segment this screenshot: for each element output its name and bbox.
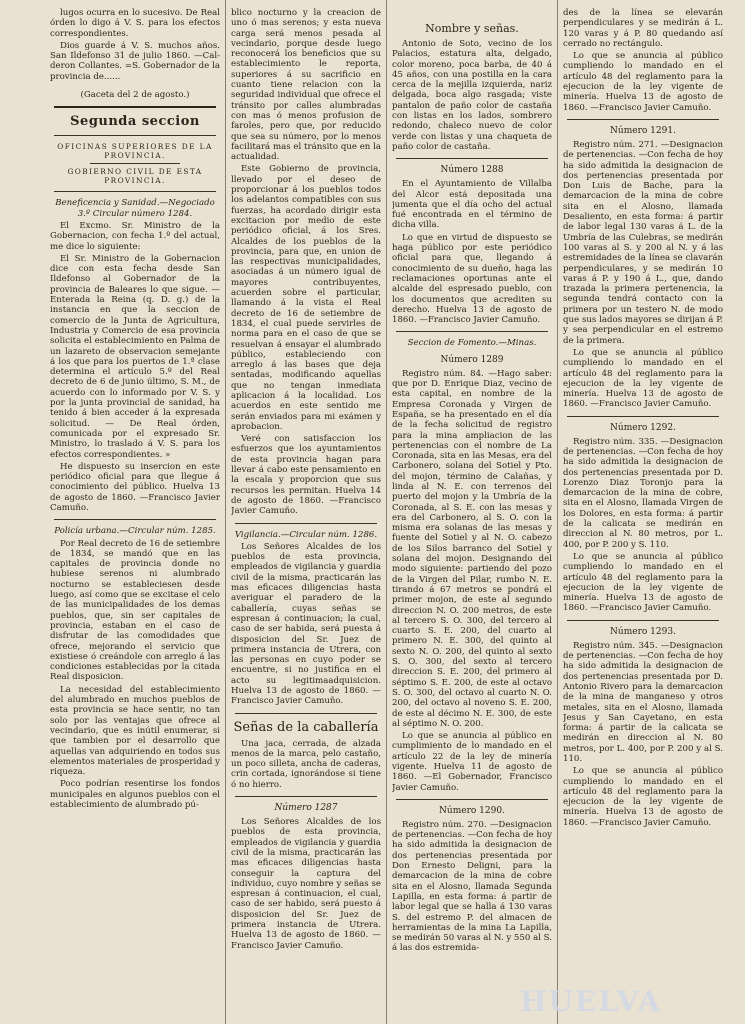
numero-1290-heading: Número 1290. (439, 805, 505, 816)
intro-para-1: lugos ocurra en lo sucesivo. De Real órden lo digo á V. S. para los efectos correspondientes. (50, 8, 220, 39)
numero-1293-para: Lo que se anuncia al público cumpliendo lo mandado en el artículo 48 del reglamento para la ejecucion de la ley vigente de minería. Huelva 13 de agosto de 1860. —Francisco Javier Camuño. (563, 766, 723, 828)
circular-1286-para: Los Señores Alcaldes de los pueblos de esta provincia, empleados de vigilancia y guardia civil de la misma, practicarán las mas eficaces diligencias hasta averiguar el paradero de la caballería, cuyas señas se espresan á continuacion; la cual, caso de ser habida, será puesta á disposicion del Sr. Juez de primera instancia de Utrera, con las personas en cuyo poder se encuentre, si no justifica en el acto su legitimaadquisicion. Huelva 13 de agosto de 1860. —Francisco Javier Camuño. (231, 541, 381, 707)
nombre-senas-title: Nombre y señas. (425, 22, 519, 35)
numero-1290-continued: Lo que se anuncia al público cumpliendo lo mandado en el artículo 48 del reglamento para la ejecucion de la ley vigente de minería. Huelva 13 de agosto de 1860. —Francisco Javier Camuño. (563, 51, 723, 113)
circular-1285-heading: Policía urbana.—Circular núm. 1285. (54, 526, 216, 537)
senas-caballeria-title: Señas de la caballería (233, 719, 379, 735)
divider (567, 620, 719, 621)
circular-1284-para: El Excmo. Sr. Ministro de la Gobernacion, con fecha 1.º del actual, me dice lo siguiente: (50, 220, 220, 252)
numero-1287-heading: Número 1287 (274, 803, 338, 814)
divider (396, 331, 548, 332)
divider (54, 191, 216, 192)
circular-1284-para: He dispuesto su insercion en este periódico oficial para que llegue á conocimiento del público. Huelva 13 de agosto de 1860. —Francisco Javier Camuño. (50, 461, 220, 513)
circular-1285-para: Por Real decreto de 16 de setiembre de 1834, se mandó que en las capitales de provincia donde no hubiese serenos ni alumbrado nocturno se estableciesen desde luego, así como que se excitase el celo de las municipalidades de los demas pueblos, que, sin ser capitales de provincia, estaban en el caso de disfrutar de las comodidades que ofrece, mejorando el servicio que existiese ó creándole con arreglo á las condiciones establecidas por la citada Real disposicion. (50, 538, 220, 683)
archive-watermark: HUELVA (520, 985, 662, 1018)
column-2 (231, 8, 381, 1024)
numero-1293-heading: Número 1293. (610, 626, 676, 637)
section-title: Segunda seccion (70, 114, 200, 130)
numero-1291-para: Lo que se anuncia al público cumpliendo lo mandado en el artículo 48 del reglamento para la ejecucion de la ley vigente de minería. Huelva 13 de agosto de 1860. —Francisco Javier Camuño. (563, 347, 723, 410)
senas-caballeria-para: Una jaca, cerrada, de alzada menos de la marca, pelo castaño, un poco silleta, ancha de caderas, crin cortada, ignorándose si tiene ó no hierro. (231, 738, 381, 790)
circular-1286-heading: Vigilancia.—Circular núm. 1286. (234, 529, 378, 540)
nombre-senas-para: Antonio de Soto, vecino de los Palacios, estatura alta, delgado, color moreno, poca barba, de 40 á 45 años, con una postilla en la cara cerca de la mejilla izquierda, nariz delgada, boca algo rasgada; viste pantalon de paño color de castaña con listas en los lados, sombrero redondo, chaleco nuevo de color verde con listas y una chaqueta de paño color de castaña. (392, 39, 552, 152)
column-4 (563, 8, 723, 1024)
numero-1288-heading: Número 1288 (440, 165, 504, 176)
gaceta-note: (Gaceta del 2 de agosto.) (80, 90, 190, 101)
circular-1285-continued: Veré con satisfaccion los esfuerzos que los ayuntamientos de esta provincia hagan para llevar á cabo este pensamiento en la escala y proporcion que sus recursos les permitan. Huelva 14 de agosto de 1860. —Francisco Javier Camuño. (231, 434, 381, 517)
numero-1289-para: Registro núm. 84. —Hago saber: que por D. Enrique Diaz, vecino de esta capital, en nombre de la Empresa Coronada y Virgen de España, se ha presentado en el día de la fecha solicitud de registro para la mina ampliacion de las pertenencias con el nombre de La Coronada, sita en las Mesas, era del Carbonero, solana del Sotiel y Pto. del mojon, término de Calañas, y linda al N. E. con terrenos del puerto del mojon y la Umbría de la Coronada, al S. E. con las mesas y era del Carbonero, al S. O. con la misma era solanas de las mesas y fuente del Sotiel y al N. O. cabezo de los Silos barranco del Sotiel y solana del mojon. Designando del modo siguiente: partiendo del pozo de la Virgen del Pilar, rumbo N. E. tirando á 67 metros se pondrá el primer mojon, de este al segundo direccion N. O. 200 metros, de este al tercero S. O. 300, del tercero al cuarto S. E. 200, del cuarto al primero N. E. 300, del quinto al sexto N. O. 200, del quinto al sexto S. O. 300, del sexto al tercero direccion S. E. 200, del primero al séptimo S. E. 200, de este al octavo S. O. 300, del octavo al cuarto N. O. 200, del octavo al noveno S. E. 200, de este al décimo N. E. 300, de este al séptimo N. O. 200. (392, 368, 552, 729)
divider (54, 135, 216, 136)
column-separator (225, 0, 226, 1024)
intro-para-2: Dios guarde á V. S. muchos años. San Ildefonso 31 de julio 1860. —Cal-deron Collantes. =S. Gobernador de la provincia de...... (50, 40, 220, 82)
column-3 (392, 8, 552, 1024)
column-separator (386, 0, 387, 1024)
circular-1285-continued: Este Gobierno de provincia, llevado por el deseo de proporcionar á los pueblos todos los adelantos compatibles con sus fuerzas, ha acordado dirigir esta excitacion por medio de este periódico oficial, á los Sres. Alcaldes de los pueblos de la provincia, para que, en union de las respectivas municipalidades, asociadas á un número igual de mayores contribuyentes, acuerden sobre el particular, llamando á la vista el Real decreto de 16 de setiembre de 1834, el cual puede servirles de norma para en el caso de que se resuelvan á ensayar el alumbrado público, estableciendo con arreglo á las bases que deja sentadas, modificando aquellas que no tengan inmediata aplicacion á la localidad. Los acuerdos en este sentido me serán enviados para mi exámen y aprobacion. (231, 164, 381, 432)
divider (54, 106, 216, 108)
numero-1291-heading: Número 1291. (610, 125, 676, 136)
divider (567, 416, 719, 417)
numero-1288-para: En el Ayuntamiento de Villalba del Alcor está depositada una jumenta que el día ocho del actual fué encontrada en el término de dicha villa. (392, 179, 552, 231)
fomento-minas-heading: Seccion de Fomento.—Minas. (407, 338, 537, 349)
numero-1288-para: Lo que en virtud de dispuesto se haga público por este periódico oficial para que, llegando á conocimiento de su dueño, haga las reclamaciones oportunas ante el alcalde del espresado pueblo, con los documentos que acrediten su derecho. Huelva 13 de agosto de 1860. —Francisco Javier Camuño. (392, 232, 552, 326)
circular-1285-para: Poco podrían resentirse los fondos municipales en algunos pueblos con el establecimiento de alumbrado pú- (50, 779, 220, 810)
numero-1292-heading: Número 1292. (610, 422, 676, 433)
numero-1292-para: Registro núm. 335. —Designacion de pertenencias. —Con fecha de hoy ha sido admitida la designacion de dos pertenencias presentada por D. Lorenzo Diaz Toronjo para la demarcacion de la mina de cobre, sita en el Alosno, llamada Virgen de los Dolores, en esta forma: á partir de la calicata se medirán en direccion al N. 80 metros, por L. 400, por P. 200 y S. 110. (563, 436, 723, 550)
column-1 (50, 8, 220, 1024)
divider (235, 713, 377, 714)
column-separator (557, 0, 558, 1024)
numero-1292-para: Lo que se anuncia al público cumpliendo lo mandado en el artículo 48 del reglamento para la ejecucion de la ley vigente de minería. Huelva 13 de agosto de 1860. —Francisco Javier Camuño. (563, 551, 723, 614)
numero-1289-para: Lo que se anuncia al público en cumplimiento de lo mandado en el artículo 22 de la ley de minería vigente. Huelva 11 de agosto de 1860. —El Gobernador, Francisco Javier Camuño. (392, 731, 552, 793)
numero-1293-para: Registro núm. 345. —Designacion de pertenencias. —Con fecha de hoy ha sido admitida la designacion de dos pertenencias presentada por D. Antonio Rivero para la demarcacion de la mina de manganeso y otros metales, sita en el Alosno, llamada Jesus y San Cayetano, en esta forma: á partir de la calicata se medirán en direccion al N. 80 metros, por L. 400, por P. 200 y al S. 110. (563, 640, 723, 764)
divider (567, 119, 719, 120)
circular-1285-para: La necesidad del establecimiento del alumbrado en muchos pueblos de esta provincia se hace sentir, no tan solo por las ventajas que ofrece al vecindario, que es inútil enumerar, si que tambien por el desarrollo que aquellas van adquiriendo en todos sus elementos materiales de prosperidad y riqueza. (50, 684, 220, 778)
circular-1285-continued: blico nocturno y la creacion de uno ó mas serenos; y esta nueva carga será menos pesada al vecindario, porque desde luego reconocerá los beneficios que su establecimiento le reporta, superiores á su sacrificio en cuanto tiene relacion con la seguridad individual que ofrece el tránsito por calles alumbradas con mas ó menos profusion de faroles, pero que, por reducido que sea su número, por lo menos facilitará mas el tránsito que en la actualidad. (231, 8, 381, 163)
numero-1290-continued: des de la línea se elevarán perpendiculares y se medirán á L. 120 varas y á P. 80 quedando así cerrado no rectángulo. (563, 8, 723, 49)
divider (235, 796, 377, 797)
divider (54, 519, 216, 520)
circular-1284-heading: Beneficencia y Sanidad.—Negociado 3.º Circular número 1284. (55, 198, 215, 219)
divider (396, 799, 548, 800)
numero-1287-para: Los Señores Alcaldes de los pueblos de esta provincia, empleados de vigilancia y guardia civil de la misma, practicarán las mas eficaces diligencias hasta conseguir la captura del individuo, cuyo nombre y señas se espresan á continuacion, el cual, caso de ser habido, será puesto á disposicion del Sr. Juez de primera instancia de Utrera. Huelva 13 de agosto de 1860. —Francisco Javier Camuño. (231, 817, 381, 951)
oficinas-heading: OFICINAS SUPERIORES DE LA PROVINCIA. (57, 142, 213, 161)
numero-1291-para: Registro núm. 271. —Designacion de pertenencias. —Con fecha de hoy ha sido admitida la designacion de dos pertenencias presentada por Don Luis de Bache, para la demarcacion de la mina de cobre sita en el Alosno, llamada Desaliento, en esta forma: á partir de labor legal 130 varas á L. de la Umbría de las Culebras, se medirán 100 varas al S. y 200 al N. y á las estremidades de la línea se clavarán perpendiculares, y se medirán 10 varas á P. y 190 á L., que, dando trazada la primera pertenencia, la segunda tendrá contacto con la primera por un testero N. de modo que sus lados mayores se dirijan á P. y sea perpendicular en el estremo de la primera. (563, 139, 723, 346)
numero-1289-heading: Número 1289 (440, 354, 504, 365)
divider (235, 523, 377, 524)
gobierno-heading: GOBIERNO CIVIL DE ESTA PROVINCIA. (67, 167, 203, 186)
divider (396, 158, 548, 159)
divider (90, 163, 180, 164)
circular-1284-para: El Sr. Ministro de la Gobernacion dice con esta fecha desde San Ildefonso al Gobernador de la provincia de Baleares lo que sigue. — Enterada la Reina (q. D. g.) de la instancia en que la seccion de comercio de la Junta de Agricultura, Industria y Comercio de esa provincia solicita el establecimiento en Palma de un lazareto de observacion semejante á los que para los puertos de 1.ª clase determina el artículo 5.º del Real decreto de 6 de junio último, S. M., de acuerdo con lo informado por V. S. y por la junta provincial de sanidad, ha tenido á bien acceder á la expresada solicitud. — De Real órden, comunicada por el expresado Sr. Ministro, lo traslado á V. S. para los efectos correspondientes. » (50, 253, 220, 460)
numero-1290-para: Registro núm. 270. —Designacion de pertenencias. —Con fecha de hoy ha sido admitida la designacion de dos pertenencias presentada por Don Ernesto Deligni, para la demarcacion de la mina de cobre sita en el Alosno, llamada Segunda Lapilla, en esta forma: á partir de labor legal que se halla á 130 varas S. del estremo P. del almacen de herramientas de la mina La Lapilla, se medirán 50 varas al N. y 550 al S. á las dos estremida- (392, 819, 552, 954)
